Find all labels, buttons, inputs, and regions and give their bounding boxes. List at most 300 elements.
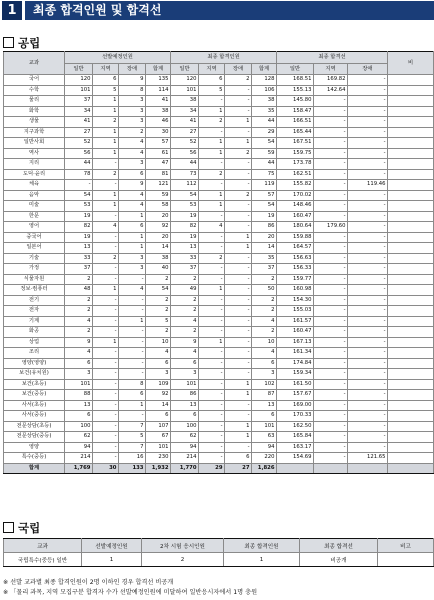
selection-cell: 1: [119, 400, 146, 411]
cutoff-cell: 156.33: [277, 264, 314, 275]
extra-cell: [388, 148, 434, 159]
extra-cell: [388, 169, 434, 180]
selection-cell: 3: [119, 264, 146, 275]
final-cell: -: [199, 295, 225, 306]
selection-cell: 4: [119, 201, 146, 212]
extra-cell: [388, 421, 434, 432]
selection-cell: 1: [93, 190, 119, 201]
cutoff-cell: -: [348, 127, 388, 138]
table-row: [4, 85, 434, 96]
col-group-final: 최종 합격인원: [171, 52, 277, 64]
final-cell: 2: [199, 117, 225, 128]
cutoff-cell: -: [348, 369, 388, 380]
final-cell: 4: [199, 222, 225, 233]
final-cell: 44: [252, 159, 277, 170]
final-cell: 54: [252, 138, 277, 149]
table-row: [4, 358, 434, 369]
extra-cell: [388, 138, 434, 149]
selection-cell: 4: [93, 222, 119, 233]
cutoff-cell: -: [348, 274, 388, 285]
cutoff-cell: -: [314, 295, 348, 306]
table-row: [4, 379, 434, 390]
final-cell: 38: [252, 96, 277, 107]
cutoff-cell: -: [314, 327, 348, 338]
final-cell: 29: [252, 127, 277, 138]
final-cell: 27: [171, 127, 199, 138]
subject-cell: 합계: [4, 463, 65, 474]
final-cell: 1: [225, 138, 252, 149]
extra-cell: [388, 96, 434, 107]
final-cell: 120: [171, 75, 199, 86]
subject-cell: 전문상담(중등): [4, 432, 65, 443]
cutoff-cell: -: [314, 337, 348, 348]
cutoff-cell: -: [348, 159, 388, 170]
public-table-body: [4, 75, 434, 474]
national-data-row: [4, 553, 434, 567]
col-fin-general: 일반: [171, 63, 199, 75]
cutoff-cell: 160.47: [277, 211, 314, 222]
cutoff-cell: -: [348, 285, 388, 296]
table-row: [4, 264, 434, 275]
selection-cell: -: [93, 211, 119, 222]
final-cell: 2: [171, 306, 199, 317]
subject-cell: 가정: [4, 264, 65, 275]
final-cell: 44: [171, 159, 199, 170]
total-row: [4, 463, 434, 474]
selection-cell: 94: [65, 442, 93, 453]
subject-cell: 정보·컴퓨터: [4, 285, 65, 296]
cutoff-cell: -: [314, 96, 348, 107]
selection-cell: 78: [65, 169, 93, 180]
cutoff-cell: -: [314, 253, 348, 264]
subject-cell: 특수(중등): [4, 453, 65, 464]
selection-cell: 14: [146, 243, 171, 254]
final-cell: 73: [171, 169, 199, 180]
national-section-heading: [3, 520, 40, 536]
final-cell: -: [199, 453, 225, 464]
selection-cell: 2: [146, 306, 171, 317]
extra-cell: [388, 253, 434, 264]
extra-cell: [388, 159, 434, 170]
cutoff-cell: [348, 463, 388, 474]
selection-cell: 16: [119, 453, 146, 464]
cutoff-cell: -: [348, 211, 388, 222]
cutoff-cell: -: [348, 253, 388, 264]
cutoff-cell: -: [314, 358, 348, 369]
final-cell: 20: [252, 232, 277, 243]
selection-cell: -: [93, 421, 119, 432]
selection-cell: 1,932: [146, 463, 171, 474]
cutoff-cell: -: [314, 379, 348, 390]
cutoff-cell: -: [348, 295, 388, 306]
final-cell: -: [199, 274, 225, 285]
selection-cell: 59: [146, 190, 171, 201]
subject-cell: 수학: [4, 85, 65, 96]
selection-cell: 38: [146, 106, 171, 117]
cutoff-cell: 170.02: [277, 190, 314, 201]
final-cell: 13: [171, 400, 199, 411]
final-cell: 4: [252, 348, 277, 359]
cutoff-cell: 164.57: [277, 243, 314, 254]
col-extra: 비: [388, 52, 434, 75]
selection-cell: 2: [93, 169, 119, 180]
selection-cell: 2: [146, 274, 171, 285]
public-results-table: [3, 51, 434, 474]
selection-cell: 107: [146, 421, 171, 432]
final-cell: 214: [171, 453, 199, 464]
subject-cell: 전자: [4, 306, 65, 317]
final-cell: 37: [252, 264, 277, 275]
table-row: [4, 222, 434, 233]
nat-col-remark: 비고: [378, 539, 434, 553]
selection-cell: -: [93, 379, 119, 390]
final-cell: -: [225, 327, 252, 338]
extra-cell: [388, 106, 434, 117]
cutoff-cell: -: [314, 348, 348, 359]
cutoff-cell: 169.82: [314, 75, 348, 86]
cutoff-cell: [277, 463, 314, 474]
extra-cell: [388, 306, 434, 317]
cutoff-cell: -: [314, 169, 348, 180]
final-cell: 4: [252, 316, 277, 327]
selection-cell: 4: [146, 348, 171, 359]
final-cell: 75: [252, 169, 277, 180]
final-cell: 33: [171, 253, 199, 264]
selection-cell: 101: [65, 85, 93, 96]
selection-cell: 135: [146, 75, 171, 86]
cutoff-cell: 167.51: [277, 138, 314, 149]
selection-cell: 4: [119, 285, 146, 296]
extra-cell: [388, 390, 434, 401]
final-cell: 2: [199, 169, 225, 180]
selection-cell: 82: [65, 222, 93, 233]
selection-cell: 2: [65, 274, 93, 285]
cutoff-cell: -: [314, 306, 348, 317]
selection-cell: 46: [146, 117, 171, 128]
table-row: [4, 285, 434, 296]
final-cell: 119: [252, 180, 277, 191]
final-cell: 1: [225, 379, 252, 390]
final-cell: -: [199, 327, 225, 338]
final-cell: 62: [171, 432, 199, 443]
extra-cell: [388, 180, 434, 191]
subject-cell: 사서(초등): [4, 400, 65, 411]
final-cell: 2: [225, 190, 252, 201]
cutoff-cell: 160.98: [277, 285, 314, 296]
final-cell: 1: [199, 337, 225, 348]
subject-cell: 기술: [4, 253, 65, 264]
selection-cell: 57: [146, 138, 171, 149]
selection-cell: -: [93, 453, 119, 464]
subject-cell: 보건(중등): [4, 390, 65, 401]
final-cell: -: [225, 358, 252, 369]
extra-cell: [388, 232, 434, 243]
final-cell: 35: [252, 106, 277, 117]
extra-cell: [388, 285, 434, 296]
extra-cell: [388, 295, 434, 306]
cutoff-cell: 165.44: [277, 127, 314, 138]
final-cell: 63: [252, 432, 277, 443]
selection-cell: 44: [65, 159, 93, 170]
final-cell: 1: [225, 232, 252, 243]
col-cut-general: 일반: [277, 63, 314, 75]
table-row: [4, 169, 434, 180]
selection-cell: 214: [65, 453, 93, 464]
final-cell: 35: [252, 253, 277, 264]
col-fin-region: 지역: [199, 63, 225, 75]
selection-cell: 4: [119, 190, 146, 201]
extra-cell: [388, 358, 434, 369]
extra-cell: [388, 400, 434, 411]
final-cell: 49: [171, 285, 199, 296]
extra-cell: [388, 348, 434, 359]
selection-cell: 1: [93, 127, 119, 138]
selection-cell: -: [119, 358, 146, 369]
cutoff-cell: -: [348, 222, 388, 233]
nat-col-subject: 교과: [4, 539, 82, 553]
table-row: [4, 96, 434, 107]
subject-cell: 조리: [4, 348, 65, 359]
selection-cell: 6: [119, 222, 146, 233]
cutoff-cell: -: [314, 138, 348, 149]
public-section-heading: [3, 35, 40, 51]
final-cell: -: [225, 274, 252, 285]
selection-cell: 121: [146, 180, 171, 191]
selection-cell: 1: [119, 243, 146, 254]
selection-cell: -: [119, 327, 146, 338]
selection-cell: 33: [65, 253, 93, 264]
selection-cell: 1: [119, 316, 146, 327]
cutoff-cell: 174.84: [277, 358, 314, 369]
subject-cell: 영어: [4, 222, 65, 233]
cutoff-cell: -: [348, 432, 388, 443]
subject-cell: 체육: [4, 180, 65, 191]
selection-cell: 92: [146, 390, 171, 401]
table-row: [4, 190, 434, 201]
extra-cell: [388, 453, 434, 464]
final-cell: -: [199, 180, 225, 191]
extra-cell: [388, 316, 434, 327]
final-cell: 27: [225, 463, 252, 474]
cutoff-cell: 145.80: [277, 96, 314, 107]
cutoff-cell: 155.82: [277, 180, 314, 191]
cutoff-cell: -: [348, 264, 388, 275]
final-cell: 6: [252, 358, 277, 369]
final-cell: 102: [252, 379, 277, 390]
selection-cell: 4: [119, 148, 146, 159]
selection-cell: -: [93, 295, 119, 306]
selection-cell: 41: [146, 96, 171, 107]
selection-cell: 6: [65, 411, 93, 422]
cutoff-cell: -: [314, 211, 348, 222]
selection-cell: 9: [119, 180, 146, 191]
final-cell: -: [199, 432, 225, 443]
final-cell: 38: [171, 96, 199, 107]
cutoff-cell: -: [314, 285, 348, 296]
final-cell: 2: [225, 75, 252, 86]
selection-cell: 10: [146, 337, 171, 348]
selection-cell: 1: [93, 96, 119, 107]
cutoff-cell: -: [314, 117, 348, 128]
cutoff-cell: -: [314, 369, 348, 380]
table-row: [4, 274, 434, 285]
table-row: [4, 327, 434, 338]
selection-cell: 54: [65, 190, 93, 201]
selection-cell: 62: [65, 432, 93, 443]
subject-cell: 한문: [4, 211, 65, 222]
cutoff-cell: -: [348, 390, 388, 401]
final-cell: 112: [171, 180, 199, 191]
selection-cell: 48: [65, 285, 93, 296]
extra-cell: [388, 264, 434, 275]
subject-cell: 지구과학: [4, 127, 65, 138]
nat-cell-subject: 국립특수(중등) 일반: [4, 553, 82, 567]
final-cell: -: [225, 316, 252, 327]
extra-cell: [388, 201, 434, 212]
final-cell: 14: [252, 243, 277, 254]
table-row: [4, 159, 434, 170]
table-row: [4, 253, 434, 264]
subject-cell: 중국어: [4, 232, 65, 243]
cutoff-cell: -: [348, 306, 388, 317]
cutoff-cell: 162.50: [277, 421, 314, 432]
selection-cell: 4: [119, 138, 146, 149]
final-cell: -: [199, 348, 225, 359]
selection-cell: 2: [146, 295, 171, 306]
cutoff-cell: -: [348, 337, 388, 348]
selection-cell: 30: [146, 127, 171, 138]
selection-cell: 3: [119, 253, 146, 264]
selection-cell: -: [93, 358, 119, 369]
nat-col-applicants: 2차 시험 응시인원: [142, 539, 224, 553]
cutoff-cell: 155.13: [277, 85, 314, 96]
cutoff-cell: 154.30: [277, 295, 314, 306]
table-row: [4, 400, 434, 411]
final-cell: 1: [199, 201, 225, 212]
cutoff-cell: -: [348, 243, 388, 254]
table-row: [4, 306, 434, 317]
final-cell: 41: [171, 117, 199, 128]
cutoff-cell: 163.17: [277, 442, 314, 453]
cutoff-cell: -: [348, 106, 388, 117]
selection-cell: -: [93, 400, 119, 411]
cutoff-cell: -: [348, 358, 388, 369]
nat-col-final: 최종 합격인원: [224, 539, 300, 553]
final-cell: 1: [199, 106, 225, 117]
selection-cell: 1: [93, 138, 119, 149]
cutoff-cell: -: [314, 400, 348, 411]
final-cell: -: [199, 358, 225, 369]
final-cell: -: [225, 127, 252, 138]
selection-cell: 30: [93, 463, 119, 474]
final-cell: 13: [171, 243, 199, 254]
final-cell: -: [225, 369, 252, 380]
final-cell: 94: [171, 442, 199, 453]
cutoff-cell: -: [314, 264, 348, 275]
selection-cell: -: [93, 232, 119, 243]
final-cell: -: [199, 127, 225, 138]
cutoff-cell: -: [348, 75, 388, 86]
final-cell: -: [225, 180, 252, 191]
final-cell: 1: [199, 285, 225, 296]
selection-cell: 4: [65, 316, 93, 327]
col-sel-sum: 합계: [146, 63, 171, 75]
selection-cell: 3: [119, 159, 146, 170]
cutoff-cell: -: [314, 148, 348, 159]
subject-cell: 음악: [4, 190, 65, 201]
selection-cell: 114: [146, 85, 171, 96]
final-cell: 2: [199, 253, 225, 264]
final-cell: 2: [171, 274, 199, 285]
nat-cell-cutoff: 비공개: [300, 553, 378, 567]
final-cell: -: [225, 411, 252, 422]
selection-cell: 101: [65, 379, 93, 390]
selection-cell: 3: [65, 369, 93, 380]
col-subject: 교과: [4, 52, 65, 75]
final-cell: 29: [199, 463, 225, 474]
selection-cell: 1: [93, 337, 119, 348]
selection-cell: 9: [119, 75, 146, 86]
final-cell: 6: [171, 411, 199, 422]
selection-cell: 2: [146, 327, 171, 338]
extra-cell: [388, 274, 434, 285]
final-cell: 2: [252, 327, 277, 338]
extra-cell: [388, 463, 434, 474]
subject-cell: 보건(유치원): [4, 369, 65, 380]
final-cell: 9: [171, 337, 199, 348]
final-cell: -: [225, 201, 252, 212]
selection-cell: -: [119, 306, 146, 317]
selection-cell: 133: [119, 463, 146, 474]
final-cell: 3: [252, 369, 277, 380]
cutoff-cell: -: [348, 201, 388, 212]
final-cell: -: [199, 243, 225, 254]
nat-col-cutoff: 최종 합격선: [300, 539, 378, 553]
selection-cell: 6: [119, 169, 146, 180]
final-cell: 101: [252, 421, 277, 432]
table-row: [4, 421, 434, 432]
selection-cell: -: [119, 369, 146, 380]
selection-cell: 38: [146, 253, 171, 264]
subject-cell: 국어: [4, 75, 65, 86]
selection-cell: 1: [119, 232, 146, 243]
cutoff-cell: [314, 463, 348, 474]
selection-cell: 13: [65, 400, 93, 411]
table-row: [4, 337, 434, 348]
final-cell: -: [199, 211, 225, 222]
table-row: [4, 442, 434, 453]
final-cell: 56: [171, 148, 199, 159]
table-row: [4, 390, 434, 401]
cutoff-cell: -: [348, 190, 388, 201]
final-cell: -: [199, 316, 225, 327]
cutoff-cell: 148.46: [277, 201, 314, 212]
cutoff-cell: -: [314, 453, 348, 464]
header-row-1: [4, 52, 434, 64]
cutoff-cell: -: [314, 432, 348, 443]
cutoff-cell: -: [314, 411, 348, 422]
cutoff-cell: 156.63: [277, 253, 314, 264]
table-row: [4, 211, 434, 222]
final-cell: 220: [252, 453, 277, 464]
selection-cell: -: [119, 337, 146, 348]
extra-cell: [388, 442, 434, 453]
subject-cell: 상업: [4, 337, 65, 348]
table-row: [4, 148, 434, 159]
table-row: [4, 138, 434, 149]
cutoff-cell: -: [314, 390, 348, 401]
final-cell: 2: [225, 148, 252, 159]
